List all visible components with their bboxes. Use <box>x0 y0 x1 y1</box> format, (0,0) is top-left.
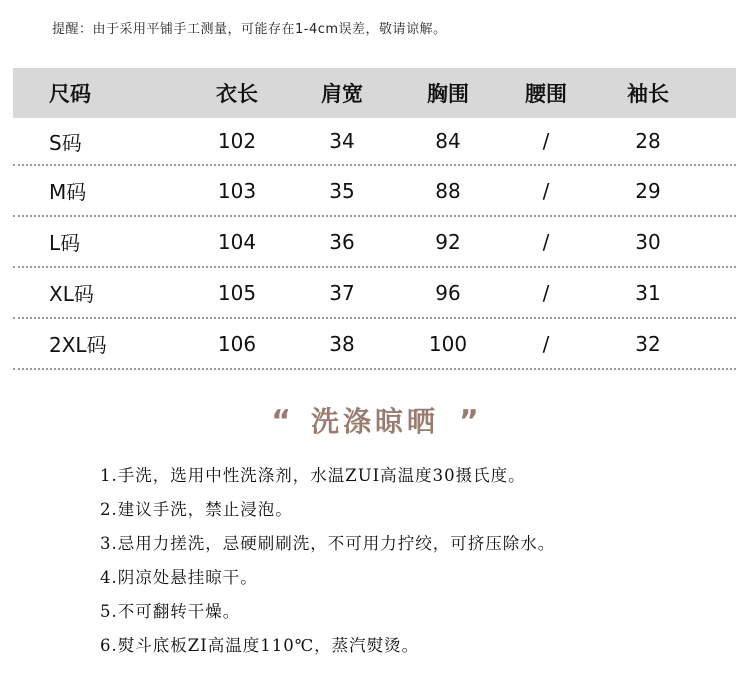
sleeve-value: 31 <box>635 280 661 305</box>
chest-value: 100 <box>428 331 468 356</box>
list-item: 2.建议手洗，禁止浸泡。 <box>100 500 293 519</box>
list-item: 6.熨斗底板ZI高温度110℃，蒸汽熨烫。 <box>100 636 420 655</box>
shoulder-value: 38 <box>329 331 355 356</box>
header-length: 衣长 <box>216 82 258 106</box>
size-label: XL码 <box>49 282 94 306</box>
measurement-notice: 提醒：由于采用平铺手工测量，可能存在1-4cm误差，敬请谅解。 <box>52 22 447 37</box>
list-item: 4.阴凉处悬挂晾干。 <box>100 568 258 587</box>
sleeve-value: 28 <box>635 129 661 153</box>
chest-value: 88 <box>435 178 461 203</box>
header-size: 尺码 <box>49 82 91 106</box>
shoulder-value: 34 <box>329 129 355 153</box>
washing-section-title <box>0 400 750 440</box>
size-chart-table <box>13 68 736 370</box>
shoulder-value: 37 <box>329 280 355 305</box>
header-chest: 胸围 <box>427 82 469 106</box>
waist-value: / <box>542 331 550 356</box>
waist-value: / <box>542 280 550 305</box>
table-row <box>13 319 736 370</box>
list-item: 1.手洗，选用中性洗涤剂，水温ZUI高温度30摄氏度。 <box>100 466 526 485</box>
shoulder-value: 35 <box>329 178 355 203</box>
size-label: L码 <box>49 231 81 255</box>
table-row <box>13 166 736 217</box>
waist-value: / <box>542 229 550 254</box>
chest-value: 92 <box>435 229 461 254</box>
chest-value: 96 <box>435 280 461 305</box>
list-item: 5.不可翻转干燥。 <box>100 602 241 621</box>
care-instructions-list <box>100 459 555 663</box>
header-waist: 腰围 <box>525 82 567 106</box>
size-label: S码 <box>49 130 82 155</box>
table-row <box>13 217 736 268</box>
header-sleeve: 袖长 <box>627 82 669 106</box>
waist-value: / <box>542 178 550 203</box>
length-value: 106 <box>217 331 257 356</box>
table-row <box>13 118 736 166</box>
list-item: 3.忌用力搓洗，忌硬刷刷洗，不可用力拧绞，可挤压除水。 <box>100 534 556 553</box>
waist-value: / <box>542 129 550 153</box>
length-value: 104 <box>217 229 257 254</box>
sleeve-value: 32 <box>635 331 661 356</box>
size-label: 2XL码 <box>49 333 107 357</box>
sleeve-value: 29 <box>635 178 661 203</box>
size-chart-header-row <box>13 68 736 118</box>
header-shoulder: 肩宽 <box>321 82 363 106</box>
sleeve-value: 30 <box>635 229 661 254</box>
washing-title-text: 洗涤晾晒 <box>310 405 439 438</box>
length-value: 102 <box>217 129 257 153</box>
shoulder-value: 36 <box>329 229 355 254</box>
table-row <box>13 268 736 319</box>
length-value: 105 <box>217 280 257 305</box>
close-quote-mark: ” <box>459 404 479 439</box>
open-quote-mark: “ <box>271 404 291 439</box>
length-value: 103 <box>217 178 257 203</box>
chest-value: 84 <box>435 129 461 153</box>
size-label: M码 <box>49 180 87 204</box>
